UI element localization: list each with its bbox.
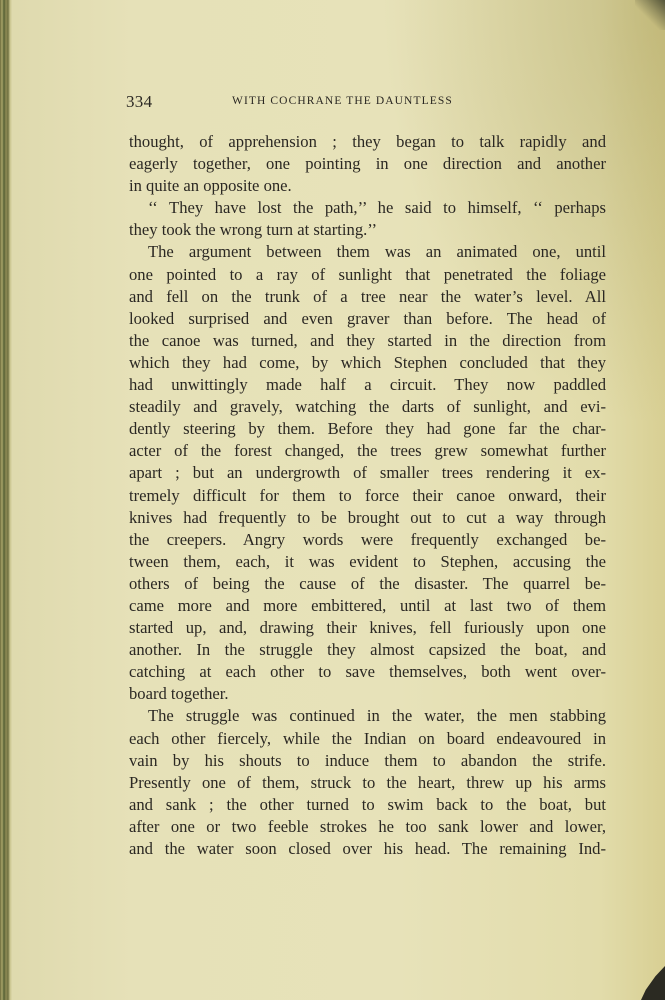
body-text (129, 131, 606, 860)
text-line: eagerly together, one pointing in one direction and another (129, 154, 606, 174)
text-line: acter of the forest changed, the trees grew somewhat further (129, 441, 606, 461)
text-line: knives had frequently to be brought out to cut a way through (129, 507, 606, 527)
text-line: the creepers. Angry words were frequently exchanged be- (129, 529, 606, 549)
text-line: The struggle was continued in the water, the men stabbing (148, 706, 606, 726)
text-line: which they had come, by which Stephen concluded that they (129, 352, 606, 372)
text-line: thought, of apprehension ; they began to talk rapidly and (129, 132, 606, 151)
text-line: had unwittingly made half a circuit. They now paddled (129, 375, 606, 395)
running-title: WITH COCHRANE THE DAUNTLESS (232, 95, 453, 107)
text-line: came more and more embittered, until at last two of them (129, 595, 606, 615)
text-line: the canoe was turned, and they started in the direction from (129, 330, 606, 350)
text-line: board together. (129, 684, 229, 704)
text-line: others of being the cause of the disaster. The quarrel be- (129, 573, 606, 593)
text-line: Presently one of them, struck to the heart, threw up his arms (129, 772, 606, 792)
text-line: and sank ; the other turned to swim back to the boat, but (129, 794, 606, 814)
text-line: started up, and, drawing their knives, fell furiously upon one (129, 618, 606, 638)
text-line: in quite an opposite one. (129, 176, 292, 196)
text-line: another. In the struggle they almost capsized the boat, and (129, 640, 606, 660)
text-line: looked surprised and even graver than before. The head of (129, 308, 606, 328)
text-line: and fell on the trunk of a tree near the water’s level. All (129, 286, 606, 306)
book-binding-gutter (0, 0, 12, 1000)
text-line: The argument between them was an animated one, until (148, 242, 606, 262)
text-line: one pointed to a ray of sunlight that penetrated the foliage (129, 264, 606, 284)
text-line: dently steering by them. Before they had gone far the char- (129, 419, 606, 439)
text-line: after one or two feeble strokes he too sank lower and lower, (129, 816, 606, 836)
text-line: steadily and gravely, watching the darts of sunlight, and evi- (129, 397, 606, 417)
page-corner-dark (641, 966, 665, 1000)
text-line: catching at each other to save themselves, both went over- (129, 662, 606, 682)
text-line: they took the wrong turn at starting.’’ (129, 220, 378, 240)
text-line: each other fiercely, while the Indian on board endeavoured in (129, 728, 606, 748)
page-number: 334 (126, 92, 153, 111)
text-line: ‘‘ They have lost the path,’’ he said to himself, ‘‘ perhaps (148, 198, 606, 218)
text-line: tremely difficult for them to force their canoe onward, their (129, 485, 606, 505)
page-corner-shadow (635, 0, 665, 30)
text-line: tween them, each, it was evident to Stephen, accusing the (129, 551, 606, 571)
text-line: apart ; but an undergrowth of smaller trees rendering it ex- (129, 463, 606, 483)
running-header (126, 92, 501, 114)
text-line: vain by his shouts to induce them to abandon the strife. (129, 750, 606, 770)
text-line: and the water soon closed over his head. The remaining Ind- (129, 839, 606, 858)
